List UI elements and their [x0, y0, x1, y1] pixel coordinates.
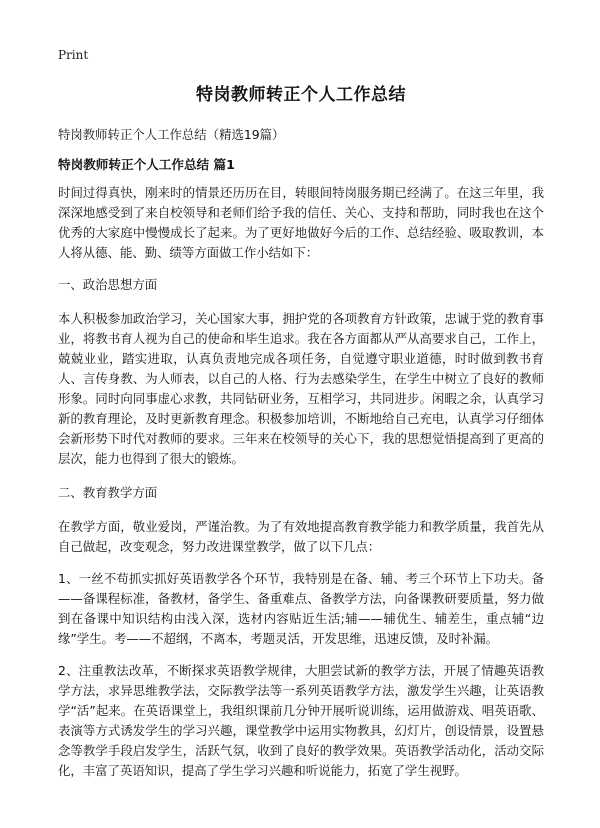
section-heading: 特岗教师转正个人工作总结 篇1 — [58, 157, 235, 172]
teaching-point-1: 1、一丝不苟抓实抓好英语教学各个环节，我特别是在备、辅、考三个环节上下功夫。备——备课程标准，备教材，备学生、备重难点、备教学方法，向备课教研要质量，努力做到在备课中知识结构由浅入深，选材内容贴近生活;辅——辅优生、辅差生，重点辅“边缘”学生。考——不超纲，不离本，考题灵活，开发思维，迅速反馈，及时补漏。 — [58, 571, 544, 646]
teaching-point-2: 2、注重教法改革，不断探求英语教学规律，大胆尝试新的教学方法，开展了情趣英语教学方法，求异思维教学法，交际教学法等一系列英语教学方法，激发学生兴趣，让英语教学“活”起来。在英语课堂上，我组织课前几分钟开展听说训练，运用做游戏、唱英语歌、表演等方式诱发学生的学习兴趣，课堂教学中运用实物教具，幻灯片，创设情景，设置悬念等教学手段启发学生，活跃气氛，收到了良好的教学效果。英语教学活动化，活动交际化，丰富了英语知识，提高了学生学习兴趣和听说能力，拓宽了学生视野。 — [58, 663, 544, 778]
document-title: 特岗教师转正个人工作总结 — [196, 85, 406, 105]
political-paragraph: 本人积极参加政治学习，关心国家大事，拥护党的各项教育方针政策，忠诚于党的教育事业，将教书育人视为自己的使命和毕生追求。我在各方面都从严从高要求自己，工作上，兢兢业业，踏实进取，认真负责地完成各项任务，自觉遵守职业道德，时时做到教书育人、言传身教、为人师表，以自己的人格、行为去感染学生，在学生中树立了良好的教师形象。同时向同事虚心求教，共同钻研业务，互相学习，共同进步。闲暇之余，认真学习新的教育理论，及时更新教育理念。积极参加培训，不断地给自己充电，认真学习仔细体会新形势下时代对教师的要求。三年来在校领导的关心下，我的思想觉悟提高到了更高的层次，能力也得到了很大的锻炼。 — [58, 311, 544, 466]
heading-teaching: 二、教育教学方面 — [58, 485, 158, 500]
print-link[interactable]: Print — [58, 48, 89, 62]
heading-political: 一、政治思想方面 — [58, 277, 158, 292]
document-subtitle: 特岗教师转正个人工作总结（精选19篇） — [58, 127, 285, 142]
teaching-intro-paragraph: 在教学方面，敬业爱岗，严谨治教。为了有效地提高教育教学能力和教学质量，我首先从自己做起，改变观念，努力改进课堂教学，做了以下几点： — [58, 519, 544, 554]
intro-paragraph: 时间过得真快，刚来时的情景还历历在目，转眼间特岗服务期已经满了。在这三年里，我深深地感受到了来自校领导和老师们给予我的信任、关心、支持和帮助，同时我也在这个优秀的大家庭中慢慢成长了起来。为了更好地做好今后的工作、总结经验、吸取教训，本人将从德、能、勤、绩等方面做工作小结如下： — [58, 185, 544, 260]
